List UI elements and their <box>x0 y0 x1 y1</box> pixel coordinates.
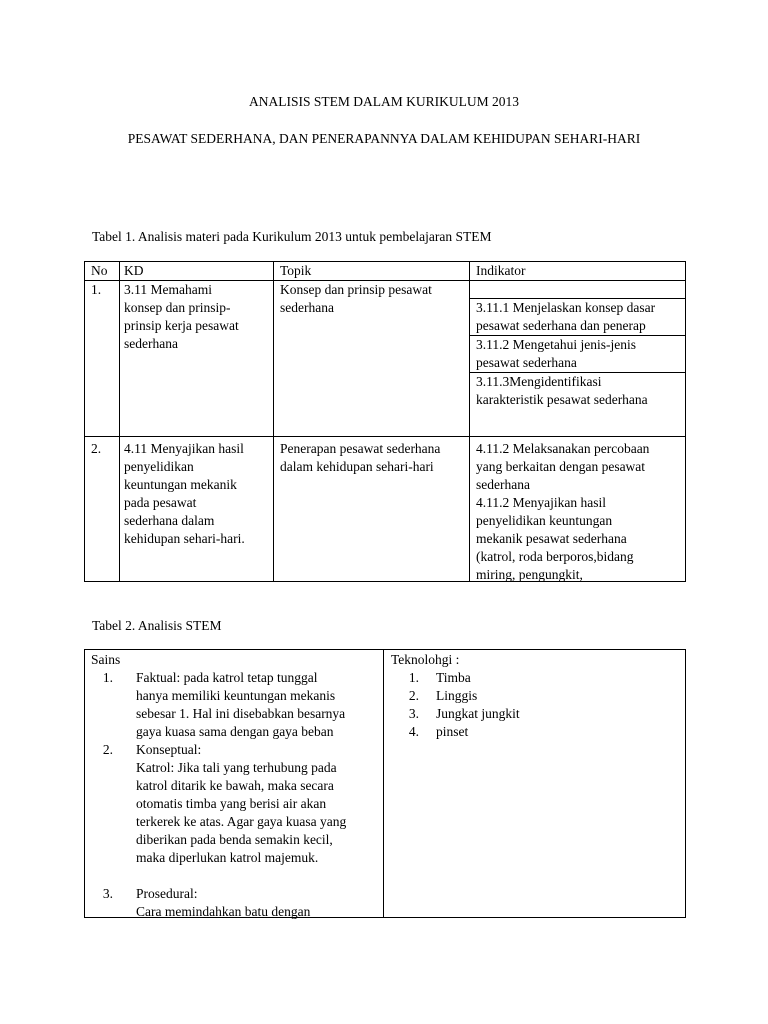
header-no: No <box>91 263 108 278</box>
indikator-line: (katrol, roda berporos,bidang <box>476 549 634 564</box>
sains-item-1 <box>97 669 379 741</box>
row1-indikator-1 <box>476 299 655 335</box>
table-divider <box>119 262 120 581</box>
topik-line: Konsep dan prinsip pesawat <box>280 282 432 297</box>
list-line: otomatis timba yang berisi air akan <box>136 796 327 811</box>
list-line: pinset <box>436 724 469 739</box>
table-divider <box>273 262 274 581</box>
analysis-table-2 <box>84 649 686 918</box>
list-number: 3. <box>102 886 113 901</box>
list-line: Prosedural: <box>136 886 198 901</box>
sains-item-2 <box>97 741 379 867</box>
topik-line: dalam kehidupan sehari-hari <box>280 459 434 474</box>
sains-list <box>97 669 379 921</box>
list-line: diberikan pada benda semakin kecil, <box>136 832 333 847</box>
topik-line: sederhana <box>280 300 334 315</box>
topik-line: Penerapan pesawat sederhana <box>280 441 441 456</box>
indikator-line: yang berkaitan dengan pesawat <box>476 459 646 474</box>
row1-topik <box>280 281 432 317</box>
table-divider <box>469 262 470 581</box>
list-line: Timba <box>436 670 471 685</box>
list-line: katrol ditarik ke bawah, maka secara <box>136 778 334 793</box>
kd-line: sederhana dalam <box>124 513 215 528</box>
kd-line: pada pesawat <box>124 495 197 510</box>
row2-kd <box>124 440 245 548</box>
sains-item-3 <box>97 885 379 921</box>
list-line: maka diperlukan katrol majemuk. <box>136 850 319 865</box>
kd-line: 4.11 Menyajikan hasil <box>124 441 244 456</box>
row1-kd <box>124 281 269 353</box>
table-divider <box>85 436 685 437</box>
table-divider <box>383 650 384 917</box>
table2-caption: Tabel 2. Analisis STEM <box>92 618 222 633</box>
teknologi-item <box>403 669 673 687</box>
list-line: hanya memiliki keuntungan mekanis <box>136 688 336 703</box>
kd-line: keuntungan mekanik <box>124 477 237 492</box>
list-number: 3. <box>408 706 419 721</box>
kd-line: kehidupan sehari-hari. <box>124 531 245 546</box>
teknologi-item <box>403 687 673 705</box>
row2-indikator <box>476 440 649 584</box>
kd-line: 3.11 Memahami <box>124 282 212 297</box>
indikator-line: 3.11.3Mengidentifikasi <box>476 374 602 389</box>
teknologi-item <box>403 705 673 723</box>
indikator-line: penyelidikan keuntungan <box>476 513 613 528</box>
list-line: Jungkat jungkit <box>436 706 520 721</box>
table1-caption: Tabel 1. Analisis materi pada Kurikulum 2013 untuk pembelajaran STEM <box>92 229 492 244</box>
indikator-line: 3.11.2 Mengetahui jenis-jenis <box>476 337 636 352</box>
indikator-line: 4.11.2 Melaksanakan percobaan <box>476 441 650 456</box>
indikator-line: 4.11.2 Menyajikan hasil <box>476 495 606 510</box>
row2-no: 2. <box>91 441 102 456</box>
document-subtitle: PESAWAT SEDERHANA, DAN PENERAPANNYA DALAM KEHIDUPAN SEHARI-HARI <box>127 131 641 146</box>
indikator-line: mekanik pesawat sederhana <box>476 531 627 546</box>
teknologi-list <box>403 669 673 741</box>
teknologi-item <box>403 723 673 741</box>
list-line: Katrol: Jika tali yang terhubung pada <box>136 760 337 775</box>
analysis-table-1 <box>84 261 686 582</box>
indikator-line: sederhana <box>476 477 530 492</box>
indikator-line: pesawat sederhana <box>476 355 577 370</box>
list-number: 2. <box>102 742 113 757</box>
indikator-line: miring, pengungkit, <box>476 567 583 582</box>
document-title: ANALISIS STEM DALAM KURIKULUM 2013 <box>249 94 519 109</box>
kd-line: prinsip kerja pesawat <box>124 318 239 333</box>
teknologi-heading: Teknolohgi : <box>391 652 460 667</box>
kd-line: penyelidikan <box>124 459 194 474</box>
header-kd: KD <box>124 263 144 278</box>
indikator-line: pesawat sederhana dan penerap <box>476 318 646 333</box>
sains-heading: Sains <box>91 652 121 667</box>
kd-line: konsep dan prinsip- <box>124 300 231 315</box>
row1-indikator-2 <box>476 336 636 372</box>
list-number: 2. <box>408 688 419 703</box>
list-line: Linggis <box>436 688 478 703</box>
list-line: terkerek ke atas. Agar gaya kuasa yang <box>136 814 347 829</box>
list-line: Konseptual: <box>136 742 202 757</box>
list-number: 1. <box>102 670 113 685</box>
indikator-line: 3.11.1 Menjelaskan konsep dasar <box>476 300 656 315</box>
kd-line: sederhana <box>124 336 178 351</box>
list-line: Faktual: pada katrol tetap tunggal <box>136 670 318 685</box>
indikator-line: karakteristik pesawat sederhana <box>476 392 648 407</box>
header-indikator: Indikator <box>476 263 526 278</box>
list-line: gaya kuasa sama dengan gaya beban <box>136 724 334 739</box>
header-topik: Topik <box>280 263 312 278</box>
list-line: sebesar 1. Hal ini disebabkan besarnya <box>136 706 346 721</box>
row1-indikator-3 <box>476 373 648 409</box>
list-line: Cara memindahkan batu dengan <box>136 904 311 919</box>
list-number: 4. <box>408 724 419 739</box>
list-number: 1. <box>408 670 419 685</box>
row2-topik <box>280 440 440 476</box>
row1-no: 1. <box>91 282 102 297</box>
